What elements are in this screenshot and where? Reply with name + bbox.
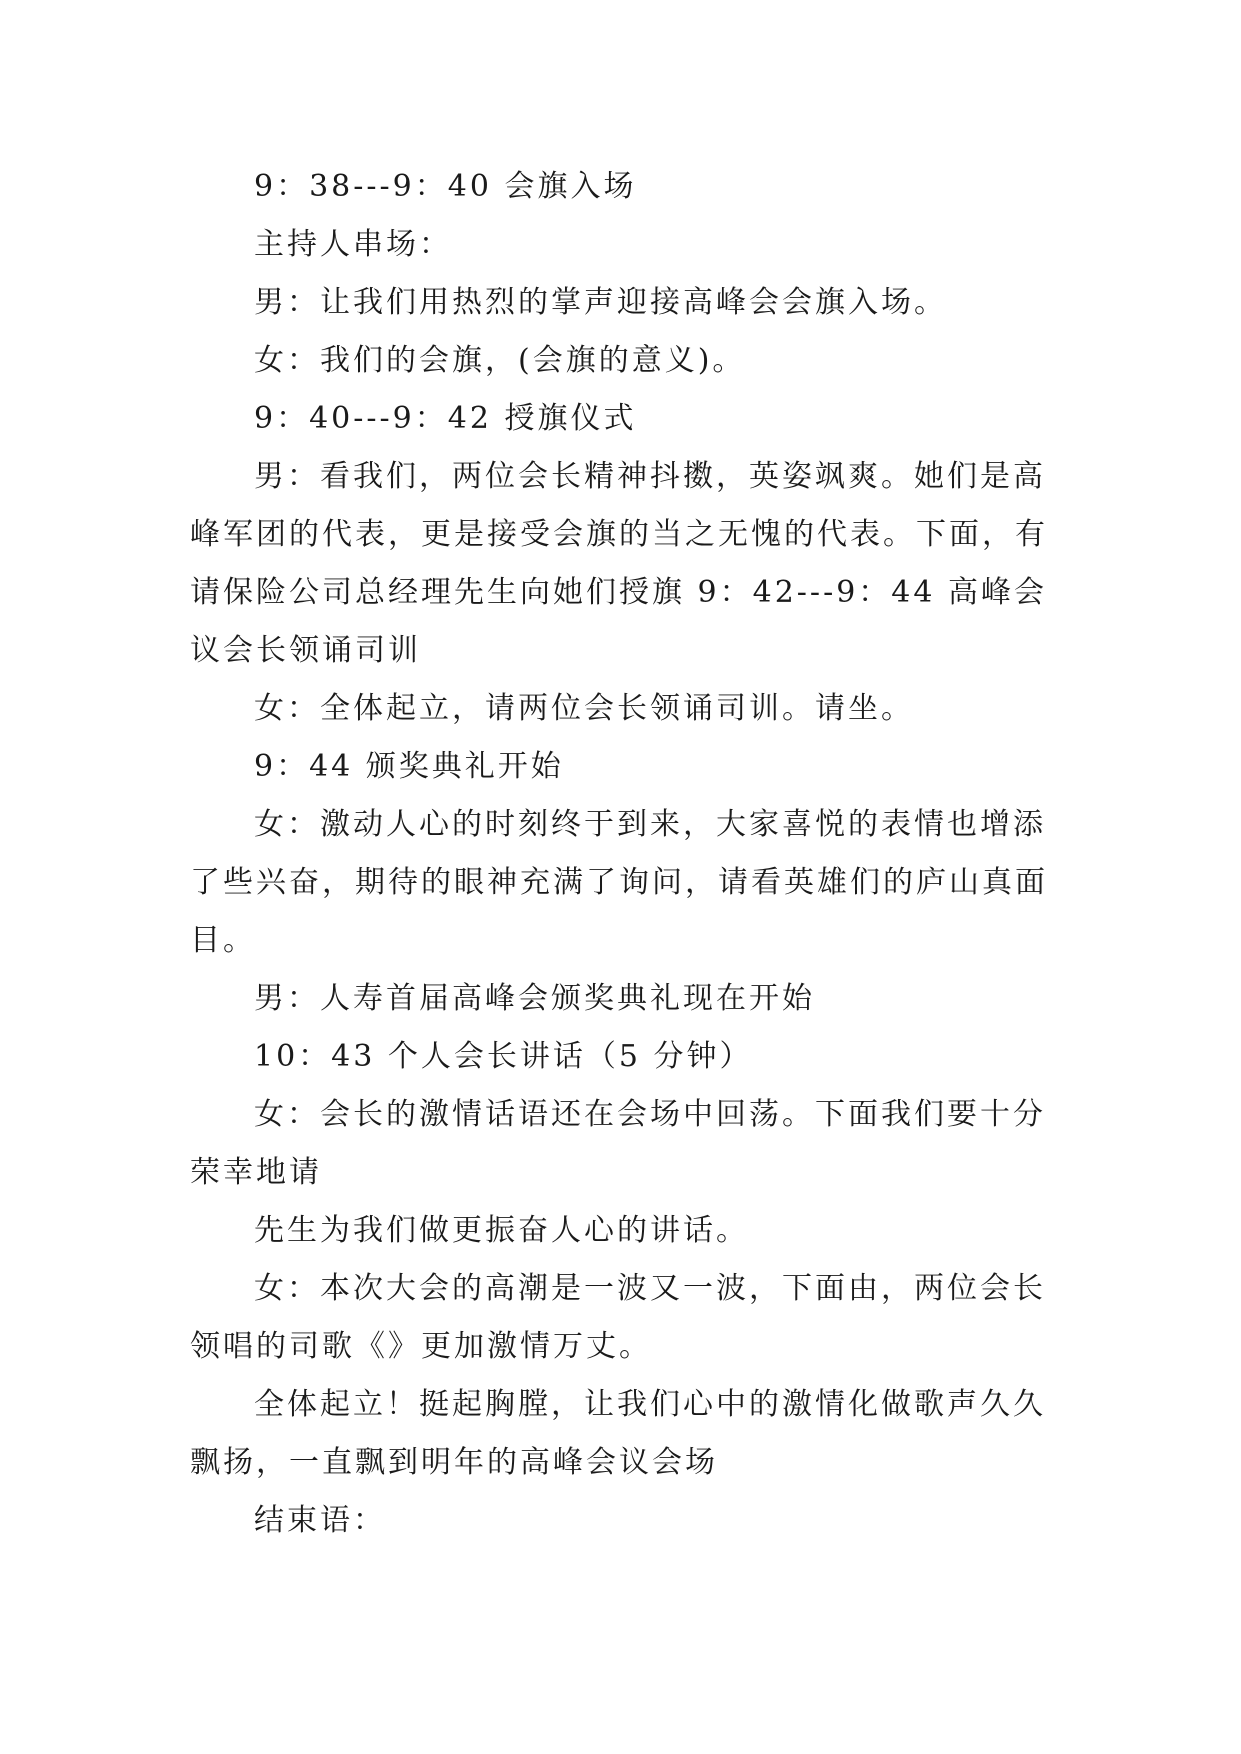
paragraph-president-speech-time: 10：43 个人会长讲话（5 分钟） <box>254 1039 753 1074</box>
paragraph-female-company-song: 女：本次大会的高潮是一波又一波，下面由，两位会长领唱的司歌《》更加激情万丈。 <box>190 1271 1046 1364</box>
paragraph-all-stand-sing: 全体起立！挺起胸膛，让我们心中的激情化做歌声久久飘扬，一直飘到明年的高峰会议会场 <box>190 1387 1046 1480</box>
paragraph-female-exciting-moment: 女：激动人心的时刻终于到来，大家喜悦的表情也增添了些兴奋，期待的眼神充满了询问，请看英雄们的庐山真面目。 <box>190 807 1048 958</box>
paragraph-flag-entry-time: 9：38---9：40 会旗入场 <box>254 169 637 204</box>
document-body <box>190 158 1052 1550</box>
paragraph-flag-ceremony-time: 9：40---9：42 授旗仪式 <box>254 401 637 436</box>
paragraph-female-stand-up: 女：全体起立，请两位会长领诵司训。请坐。 <box>254 691 914 726</box>
paragraph-female-flag-meaning: 女：我们的会旗，(会旗的意义)。 <box>254 343 746 378</box>
paragraph-award-ceremony-time: 9：44 颁奖典礼开始 <box>254 749 564 784</box>
paragraph-closing-remarks: 结束语： <box>254 1503 386 1538</box>
paragraph-male-welcome-flag: 男：让我们用热烈的掌声迎接高峰会会旗入场。 <box>254 285 947 320</box>
paragraph-male-presidents-intro: 男：看我们，两位会长精神抖擞，英姿飒爽。她们是高峰军团的代表，更是接受会旗的当之无愧的代表。下面，有请保险公司总经理先生向她们授旗 9：42---9：44 高峰会议会长领诵司训 <box>190 459 1048 668</box>
paragraph-host-transition: 主持人串场： <box>254 227 452 262</box>
paragraph-male-ceremony-start: 男：人寿首届高峰会颁奖典礼现在开始 <box>254 981 815 1016</box>
paragraph-female-speech-invite: 女：会长的激情话语还在会场中回荡。下面我们要十分荣幸地请 <box>190 1097 1046 1190</box>
paragraph-speech-continuation: 先生为我们做更振奋人心的讲话。 <box>254 1213 749 1248</box>
